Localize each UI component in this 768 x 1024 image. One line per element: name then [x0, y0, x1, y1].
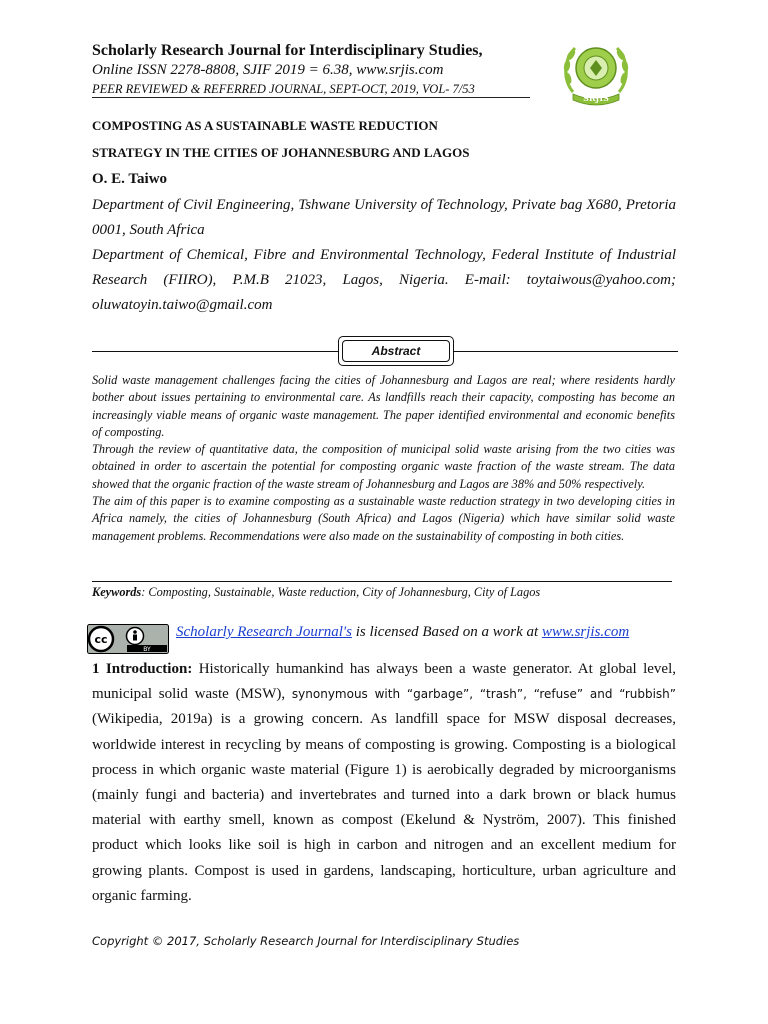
license-statement: Scholarly Research Journal's is licensed Based on a work at www.srjis.com — [176, 624, 630, 640]
affiliation-2: Department of Chemical, Fibre and Environmental Technology, Federal Institute of Industrial Research (FIIRO), P.M.B 21023, Lagos, Nigeria. E-mail: toytaiwous@yahoo.com; oluwatoyin.taiwo@gmail.com — [92, 247, 676, 313]
abstract-heading: Abstract — [342, 340, 450, 362]
abstract-heading-box — [338, 336, 454, 366]
abstract-paragraph-2: Through the review of quantitative data, the composition of municipal solid waste arising from the two cities was obtained in order to ascertain the potential for composting organic waste fraction of the waste stream. The data showed that the organic fraction of the waste stream of Johannesburg and Lagos are 38% and 50% respectively. — [92, 442, 675, 491]
issn-line: Online ISSN 2278-8808, SJIF 2019 = 6.38, www.srjis.com — [92, 62, 444, 78]
srjis-logo — [559, 34, 633, 108]
abstract-body — [92, 372, 675, 545]
introduction-paragraph: 1 Introduction: Historically humankind has always been a waste generator. At global level, municipal solid waste (MSW), synonymous with “garbage”, “trash”, “refuse” and “rubbish” (Wikipedia, 2019a) is a growing concern. As landfill space for MSW disposal decreases, worldwide interest in recycling by means of composting is growing. Composting is a biological process in which organic waste material (Figure 1) is aerobically degraded by microorganisms (mainly fungi and bacteria) and invertebrates and turned into a dark brown or black humus material with earthy smell, known as compost (Ekelund & Nyström, 2007). This finished product which looks like soil is high in carbon and nitrogen and an excellent medium for growing plants. Compost is used in gardens, landscaping, horticulture, urban agriculture and organic farming. — [92, 661, 677, 904]
keywords-label: Keywords — [92, 585, 142, 599]
affiliation-1: Department of Civil Engineering, Tshwane University of Technology, Private bag X680, Pretoria 0001, South Africa — [92, 197, 676, 238]
journal-title: Scholarly Research Journal for Interdisciplinary Studies, — [92, 42, 483, 59]
header-underline — [92, 97, 530, 98]
svg-text:SRJIS: SRJIS — [583, 93, 609, 103]
copyright-footer: Copyright © 2017, Scholarly Research Journal for Interdisciplinary Studies — [92, 934, 520, 948]
peer-review-line: PEER REVIEWED & REFERRED JOURNAL, SEPT-OCT, 2019, VOL- 7/53 — [92, 82, 475, 96]
svg-text:BY: BY — [143, 646, 151, 653]
svg-text:cc: cc — [94, 633, 108, 646]
title-line-2: STRATEGY IN THE CITIES OF JOHANNESBURG AND LAGOS — [92, 145, 470, 160]
keywords-text: : Composting, Sustainable, Waste reduction, City of Johannesburg, City of Lagos — [141, 585, 541, 599]
abstract-paragraph-3: The aim of this paper is to examine composting as a sustainable waste reduction strategy in two developing cities in Africa namely, the cities of Johannesburg (South Africa) and Lagos (Nigeria) which have similar solid waste management problems. Recommendations were also made on the sustainability of composting in both cities. — [92, 494, 675, 543]
author-name: O. E. Taiwo — [92, 171, 168, 187]
keywords — [92, 585, 692, 600]
website-link[interactable]: www.srjis.com — [541, 624, 630, 640]
abstract-paragraph-1: Solid waste management challenges facing the cities of Johannesburg and Lagos are real; where residents hardly bother about issues pertaining to environmental care. As landfills reach their capacity, composting has become an increasingly viable means of organic waste management. The paper identified environmental and economic benefits of composting. — [92, 373, 675, 439]
cc-by-license-icon[interactable] — [87, 624, 169, 654]
journal-link[interactable]: Scholarly Research Journal's — [176, 624, 352, 640]
title-line-1: COMPOSTING AS A SUSTAINABLE WASTE REDUCTION — [92, 118, 438, 133]
paper-title — [92, 112, 692, 166]
introduction-heading: 1 Introduction: — [92, 661, 193, 677]
abstract-end-rule — [92, 581, 672, 582]
